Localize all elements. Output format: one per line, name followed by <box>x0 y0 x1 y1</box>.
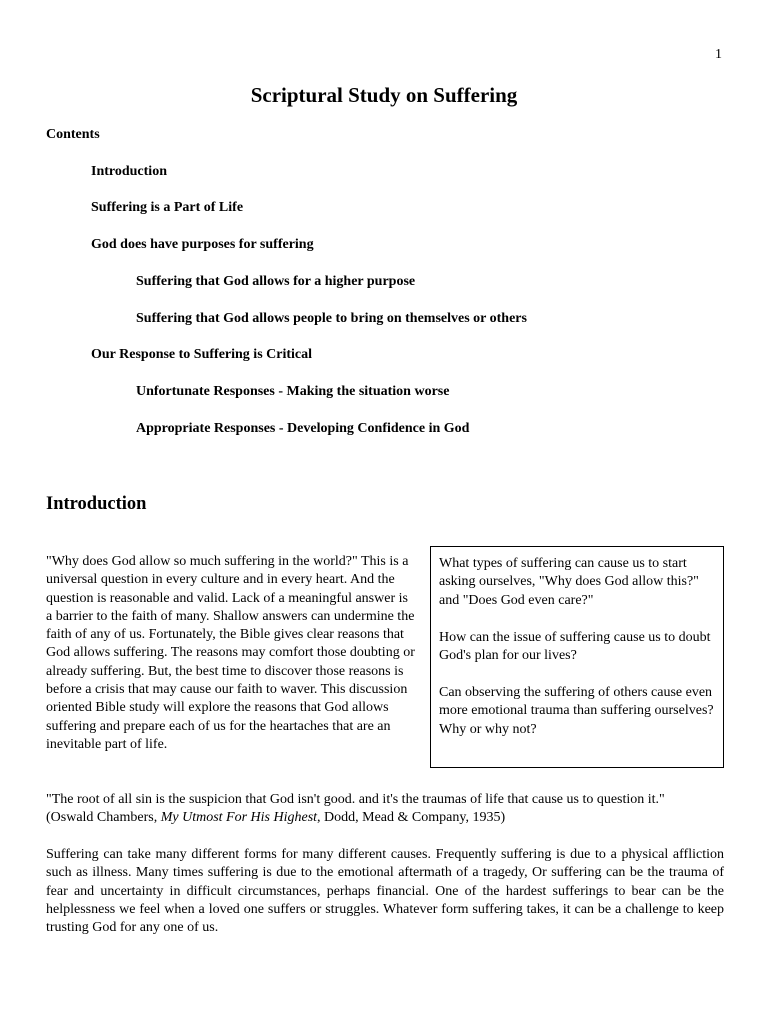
discussion-questions-box <box>430 546 724 768</box>
discussion-question: Can observing the suffering of others cause even more emotional trauma than suffering ourselves? Why or why not? <box>439 684 714 737</box>
quote-book-title: My Utmost For His Highest <box>160 810 318 826</box>
chambers-quote <box>46 791 736 828</box>
toc-item-god-purposes[interactable]: God does have purposes for suffering <box>91 237 314 252</box>
document-title: Scriptural Study on Suffering <box>250 83 518 107</box>
discussion-question: How can the issue of suffering cause us to doubt God's plan for our lives? <box>439 629 711 664</box>
toc-item-appropriate-responses[interactable]: Appropriate Responses - Developing Confidence in God <box>136 421 470 436</box>
toc-item-bring-on-themselves[interactable]: Suffering that God allows people to bring on themselves or others <box>136 311 527 326</box>
intro-paragraph: "Why does God allow so much suffering in the world?" This is a universal question in every culture and in every heart. And the question is reasonable and valid. Lack of a meaningful answer is a barrier to the faith of many. Shallow answers can undermine the faith of any of us. Fortunately, the Bible gives clear reasons that God allows suffering. The reasons may comfort those doubting or already suffering. But, the best time to discover those reasons is before a crisis that may cause our faith to waver. This discussion oriented Bible study will explore the reasons that God allows suffering and prepare each of us for the heartaches that are an inevitable part of life. <box>46 554 415 752</box>
contents-heading: Contents <box>46 127 100 142</box>
discussion-question: What types of suffering can cause us to start asking ourselves, "Why does God allow this?" and "Does God even care?" <box>439 556 699 608</box>
toc-item-introduction[interactable]: Introduction <box>91 164 167 179</box>
toc-item-our-response[interactable]: Our Response to Suffering is Critical <box>91 347 313 362</box>
toc-item-unfortunate-responses[interactable]: Unfortunate Responses - Making the situation worse <box>136 384 450 399</box>
quote-text: "The root of all sin is the suspicion that God isn't good. and it's the traumas of life that cause us to question it." <box>46 792 665 807</box>
quote-attribution-prefix: (Oswald Chambers, <box>46 810 161 826</box>
toc-item-suffering-part-of-life[interactable]: Suffering is a Part of Life <box>91 200 244 215</box>
toc-item-higher-purpose[interactable]: Suffering that God allows for a higher purpose <box>136 274 416 289</box>
forms-of-suffering-paragraph: Suffering can take many different forms for many different causes. Frequently suffering is due to a physical affliction such as illness. Many times suffering is due to the emotional aftermath of a tragedy, Or suffering can be the trauma of fear and uncertainty in difficult circumstances, perhaps financial. One of the hardest sufferings to bear can be the helplessness we feel when a loved one suffers or struggles. Whatever form suffering takes, it can be a challenge to keep trusting God for any one of us. <box>46 847 724 936</box>
quote-attribution-suffix: , Dodd, Mead & Company, 1935) <box>317 810 506 826</box>
section-heading-introduction: Introduction <box>46 494 147 514</box>
page-number: 1 <box>715 47 722 62</box>
